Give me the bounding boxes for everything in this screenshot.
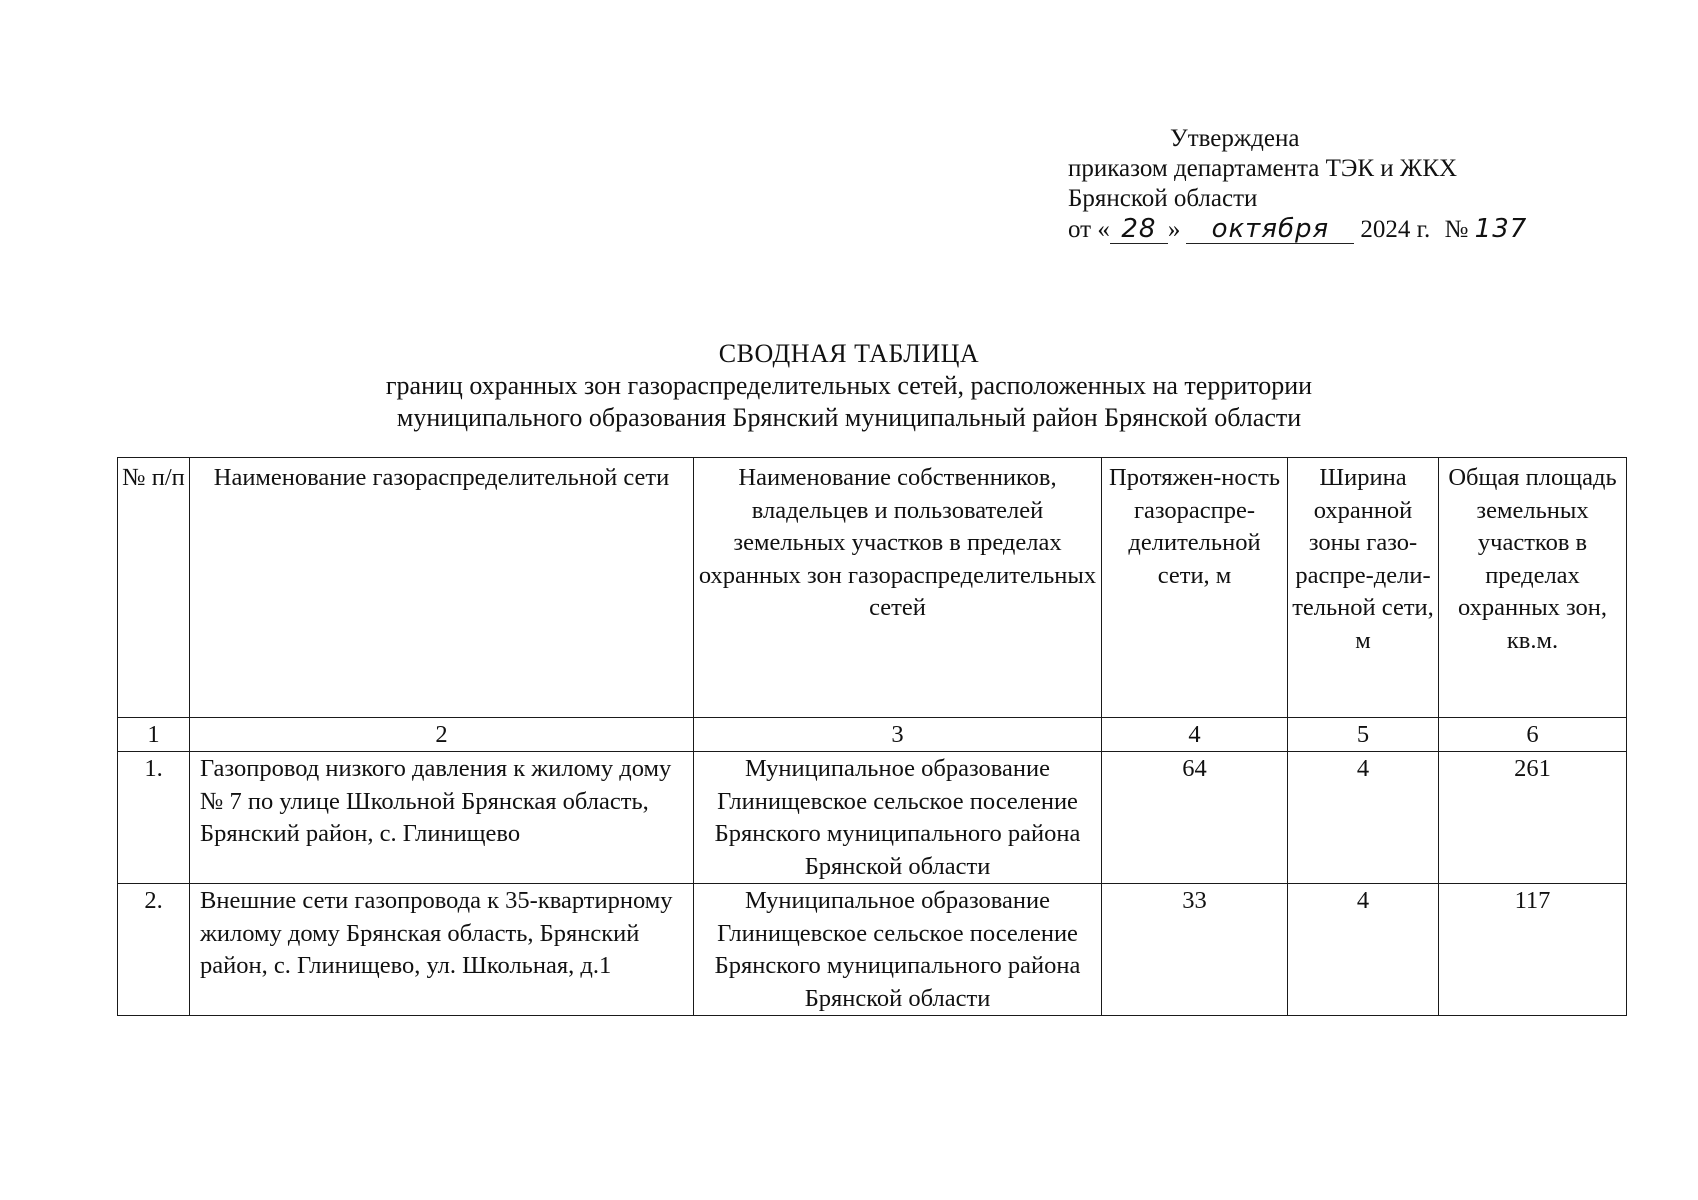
row-owner: Муниципальное образование Глинищевское сельское поселение Брянского муниципального района Брянской области: [694, 884, 1102, 1016]
row-network-name: Внешние сети газопровода к 35-квартирному жилому дому Брянская область, Брянский район, с. Глинищево, ул. Школьная, д.1: [190, 884, 694, 1016]
row-length: 64: [1102, 752, 1288, 884]
column-number: 1: [118, 718, 190, 752]
row-zone-width: 4: [1288, 752, 1439, 884]
document-title: [0, 338, 1698, 434]
row-network-name: Газопровод низкого давления к жилому дому № 7 по улице Школьной Брянская область, Брянский район, с. Глинищево: [190, 752, 694, 884]
table-row: [118, 752, 1627, 884]
approval-status: Утверждена: [1170, 125, 1300, 152]
date-prefix: от «: [1068, 216, 1110, 243]
title-main: СВОДНАЯ ТАБЛИЦА: [718, 339, 980, 368]
column-number: 3: [694, 718, 1102, 752]
table-row: [118, 884, 1627, 1016]
date-day-field: [1110, 216, 1168, 244]
date-month-handwritten: октября: [1211, 214, 1330, 244]
header-length: Протяжен-ность газораспре-делительной сети, м: [1102, 458, 1288, 718]
row-number: 1.: [118, 752, 190, 884]
column-number: 5: [1288, 718, 1439, 752]
header-network-name: Наименование газораспределительной сети: [190, 458, 694, 718]
header-owners: Наименование собственников, владельцев и пользователей земельных участков в пределах охранных зон газораспределительных сетей: [694, 458, 1102, 718]
row-total-area: 117: [1439, 884, 1627, 1016]
row-total-area: 261: [1439, 752, 1627, 884]
header-zone-width: Ширина охранной зоны газо-распре-дели-тельной сети, м: [1288, 458, 1439, 718]
date-month-field: [1186, 216, 1354, 244]
column-number: 6: [1439, 718, 1627, 752]
approval-region: Брянской области: [1068, 185, 1258, 212]
row-zone-width: 4: [1288, 884, 1439, 1016]
column-number-row: [118, 718, 1627, 752]
approval-date-line: [1068, 214, 1527, 245]
approval-block: [1068, 124, 1527, 245]
row-length: 33: [1102, 884, 1288, 1016]
date-year: 2024 г.: [1360, 216, 1431, 243]
number-prefix: №: [1444, 216, 1469, 243]
table-header-row: [118, 458, 1627, 718]
row-owner: Муниципальное образование Глинищевское сельское поселение Брянского муниципального района Брянской области: [694, 752, 1102, 884]
title-subtitle-line2: муниципального образования Брянский муниципальный район Брянской области: [396, 403, 1302, 432]
order-number-handwritten: 137: [1474, 214, 1528, 244]
title-subtitle-line1: границ охранных зон газораспределительных сетей, расположенных на территории: [385, 371, 1313, 400]
header-total-area: Общая площадь земельных участков в пределах охранных зон, кв.м.: [1439, 458, 1627, 718]
summary-table: [117, 457, 1627, 1016]
date-mid: »: [1167, 216, 1181, 243]
column-number: 2: [190, 718, 694, 752]
header-number: № п/п: [118, 458, 190, 718]
date-day-handwritten: 28: [1121, 214, 1157, 244]
row-number: 2.: [118, 884, 190, 1016]
column-number: 4: [1102, 718, 1288, 752]
approval-order: приказом департамента ТЭК и ЖКХ: [1068, 155, 1458, 182]
